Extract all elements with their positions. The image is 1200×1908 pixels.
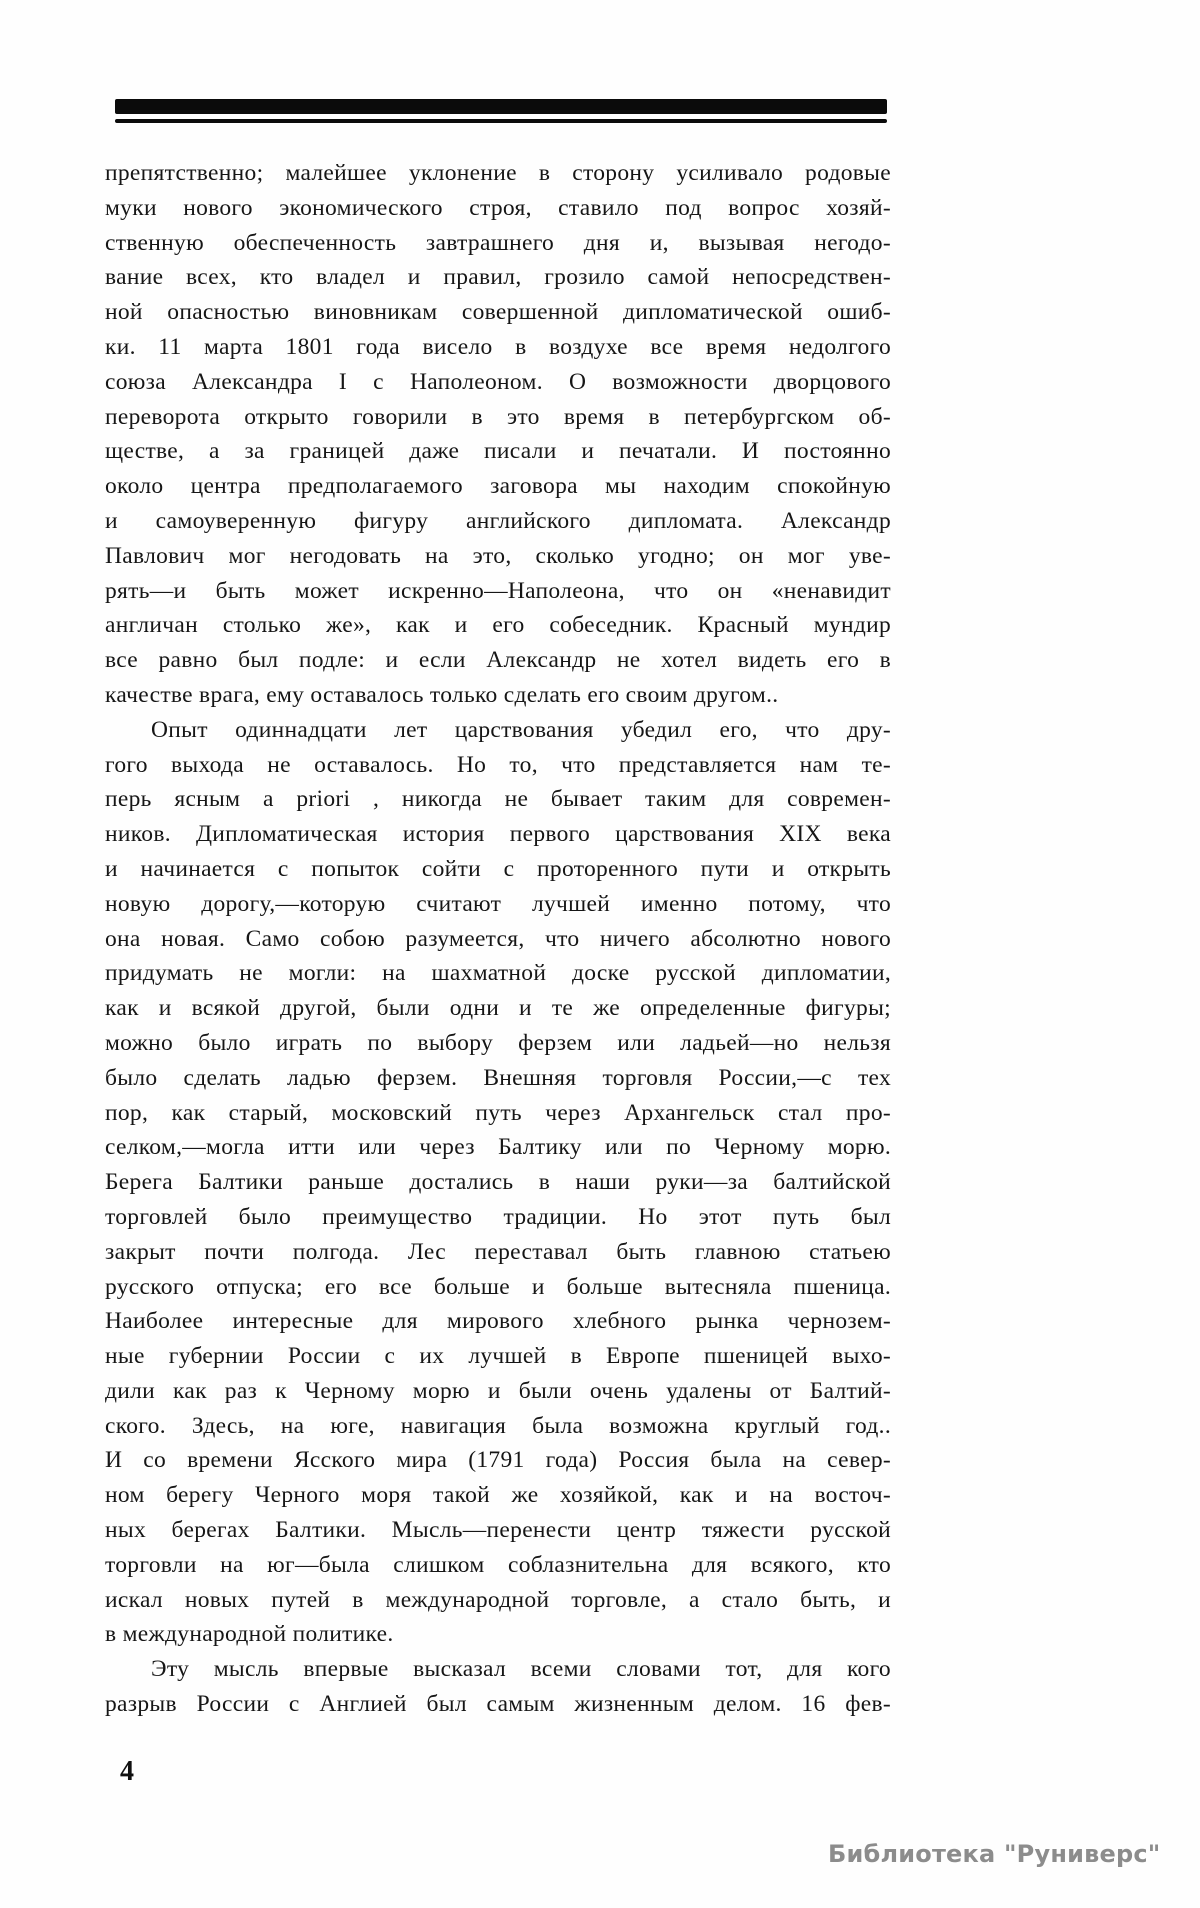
text-line: дили как раз к Черному морю и были очень удалены от Балтий-: [105, 1377, 891, 1404]
text-line: качестве врага, ему оставалось только сделать его своим другом..: [105, 681, 779, 708]
text-line: она новая. Само собою разумеется, что ничего абсолютно нового: [105, 925, 891, 952]
top-rule-thick-bar: [115, 99, 887, 114]
text-line: искал новых путей в международной торговле, а стало быть, и: [105, 1586, 891, 1613]
text-line: русского отпуска; его все больше и больше вытесняла пшеница.: [105, 1273, 891, 1300]
library-watermark: Библиотека "Руниверс": [828, 1840, 1161, 1868]
text-line: селком,—могла итти или через Балтику или по Черному морю.: [105, 1134, 891, 1161]
text-line: гого выхода не оставалось. Но то, что представляется нам те-: [105, 751, 891, 778]
text-line: в международной политике.: [105, 1621, 394, 1648]
text-line: Эту мысль впервые высказал всеми словами тот, для кого: [151, 1656, 891, 1683]
text-line: можно было играть по выбору ферзем или ладьей—но нельзя: [105, 1029, 891, 1056]
text-line: ственную обеспеченность завтрашнего дня и, вызывая негодо-: [105, 229, 891, 256]
text-line: торговлей было преимущество традиции. Но этот путь был: [105, 1203, 891, 1230]
text-line: Берега Балтики раньше достались в наши руки—за балтийской: [105, 1169, 891, 1196]
text-line: торговли на юг—была слишком соблазнительна для всякого, кто: [105, 1551, 891, 1578]
text-line: муки нового экономического строя, ставило под вопрос хозяй-: [105, 194, 891, 221]
text-line: ной опасностью виновникам совершенной дипломатической ошиб-: [105, 299, 891, 326]
text-line: и начинается с попыток сойти с проторенного пути и открыть: [105, 855, 891, 882]
text-line: новую дорогу,—которую считают лучшей именно потому, что: [105, 890, 891, 917]
text-line: и самоуверенную фигуру английского дипломата. Александр: [105, 507, 891, 534]
text-line: Наиболее интересные для мирового хлебного рынка чернозем-: [105, 1308, 891, 1335]
text-line: все равно был подле: и если Александр не хотел видеть его в: [105, 647, 891, 674]
text-line: ников. Дипломатическая история первого царствования XIX века: [105, 821, 891, 848]
text-line: около центра предполагаемого заговора мы находим спокойную: [105, 473, 891, 500]
body-text: [105, 156, 891, 1722]
text-line: препятственно; малейшее уклонение в сторону усиливало родовые: [105, 160, 891, 186]
text-line: ществе, а за границей даже писали и печатали. И постоянно: [105, 438, 891, 465]
text-line: Опыт одиннадцати лет царствования убедил его, что дру-: [151, 716, 891, 743]
text-line: перь ясным a priori , никогда не бывает таким для современ-: [105, 786, 891, 813]
text-line: переворота открыто говорили в это время в петербургском об-: [105, 403, 891, 430]
text-line: ных берегах Балтики. Мысль—перенести центр тяжести русской: [105, 1517, 891, 1544]
text-line: союза Александра I с Наполеоном. О возможности дворцового: [105, 368, 891, 395]
text-line: Павлович мог негодовать на это, сколько угодно; он мог уве-: [105, 542, 891, 569]
text-line: рять—и быть может искренно—Наполеона, что он «ненавидит: [105, 577, 891, 604]
text-line: ном берегу Черного моря такой же хозяйкой, как и на восточ-: [105, 1482, 891, 1509]
text-line: было сделать ладью ферзем. Внешняя торговля России,—с тех: [105, 1064, 891, 1091]
text-line: ные губернии России с их лучшей в Европе пшеницей выхо-: [105, 1343, 891, 1370]
text-line: И со времени Ясского мира (1791 года) Россия была на север-: [105, 1447, 891, 1474]
text-line: пор, как старый, московский путь через Архангельск стал про-: [105, 1099, 891, 1126]
text-line: как и всякой другой, были одни и те же определенные фигуры;: [105, 995, 891, 1022]
text-line: разрыв России с Англией был самым жизненным делом. 16 фев-: [105, 1691, 891, 1718]
text-line: придумать не могли: на шахматной доске русской дипломатии,: [105, 960, 891, 987]
top-rule-thin-bar: [115, 119, 887, 123]
text-line: вание всех, кто владел и правил, грозило самой непосредствен-: [105, 264, 891, 291]
page-number: 4: [120, 1756, 134, 1787]
text-line: ки. 11 марта 1801 года висело в воздухе все время недолгого: [105, 333, 891, 360]
top-rule-divider: [115, 99, 887, 123]
text-line: закрыт почти полгода. Лес переставал быть главною статьею: [105, 1238, 891, 1265]
text-line: ского. Здесь, на юге, навигация была возможна круглый год..: [105, 1412, 891, 1439]
text-line: англичан столько же», как и его собеседник. Красный мундир: [105, 612, 891, 639]
